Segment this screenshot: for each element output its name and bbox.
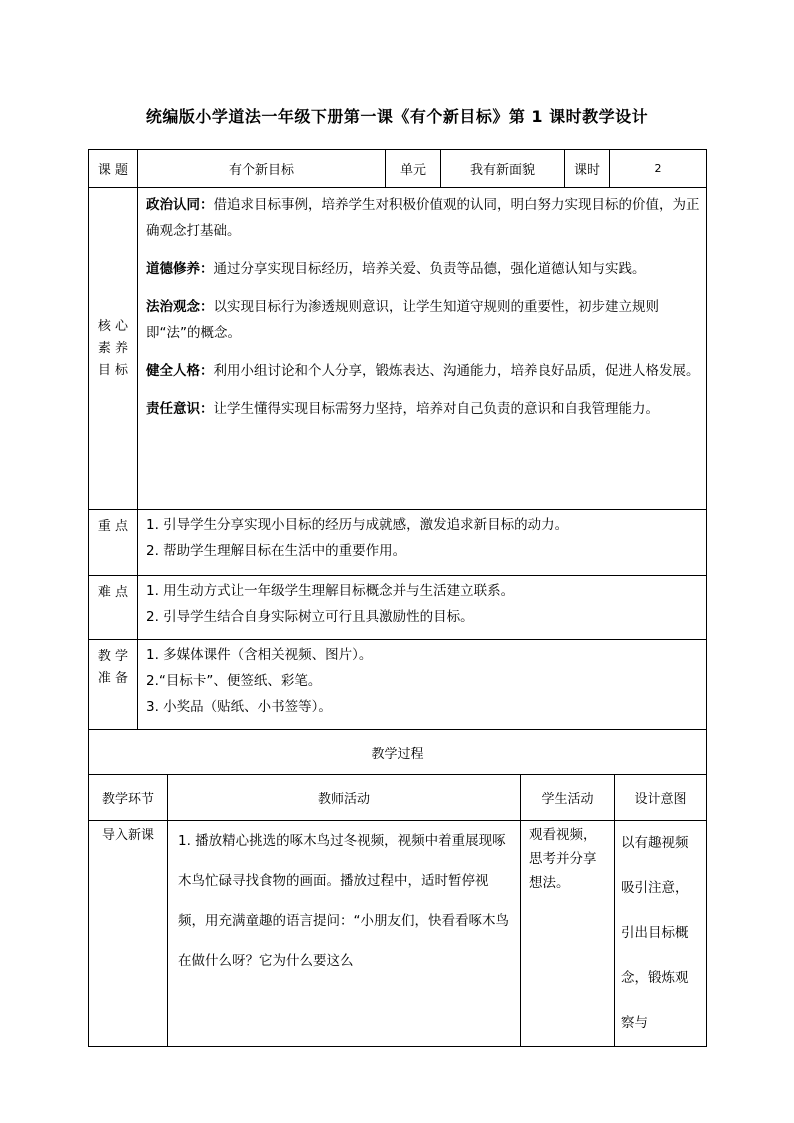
difficult-point-item: 2. 引导学生结合自身实际树立可行且具激励性的目标。 [146,609,474,625]
objective-text: 以实现目标行为渗透规则意识，让学生知道守规则的重要性，初步建立规则即“法”的概念。 [146,299,659,341]
prep-label-line: 教 学 [97,649,129,664]
objective-head: 责任意识： [146,401,214,417]
objective-item [146,294,700,346]
key-points [138,510,707,576]
process-heading: 教学过程 [89,730,707,775]
core-label-line: 目 标 [97,362,129,378]
prep-label-line: 准 备 [97,671,129,686]
difficult-points-label: 难 点 [89,576,138,640]
student-activity: 观看视频，思考并分享想法。 [521,821,615,1047]
column-header: 学生活动 [521,775,615,821]
difficult-points [138,576,707,640]
objective-item [146,396,700,422]
topic-value: 有个新目标 [138,150,386,188]
design-intent: 以有趣视频吸引注意，引出目标概念，锻炼观察与 [615,821,707,1047]
core-literacy-objectives [138,188,707,510]
key-points-label: 重 点 [89,510,138,576]
prep-item: 1. 多媒体课件（含相关视频、图片）。 [146,647,373,663]
objective-text: 让学生懂得实现目标需努力坚持，培养对自己负责的意识和自我管理能力。 [213,401,659,417]
objective-text: 利用小组讨论和个人分享，锻炼表达、沟通能力，培养良好品质，促进人格发展。 [213,363,700,379]
column-header: 设计意图 [615,775,707,821]
key-point-item: 2. 帮助学生理解目标在生活中的重要作用。 [146,543,407,559]
objective-text: 通过分享实现目标经历，培养关爱、负责等品德，强化道德认知与实践。 [213,261,646,277]
key-point-item: 1. 引导学生分享实现小目标的经历与成就感，激发追求新目标的动力。 [146,517,569,533]
objective-head: 法治观念： [146,299,214,315]
teaching-prep-label [89,640,138,730]
difficult-point-item: 1. 用生动方式让一年级学生理解目标概念并与生活建立联系。 [146,583,515,599]
stage-cell: 导入新课 [89,821,168,1047]
page-title: 统编版小学道法一年级下册第一课《有个新目标》第 1 课时教学设计 [145,107,649,126]
unit-value: 我有新面貌 [441,150,565,188]
objective-head: 政治认同： [146,197,214,213]
period-label: 课时 [565,150,610,188]
objective-head: 道德修养： [146,261,214,277]
objective-item [146,192,700,244]
core-label-line: 核 心 [97,318,129,334]
column-header: 教学环节 [89,775,168,821]
core-literacy-label [89,188,138,510]
core-label-line: 素 养 [97,340,129,356]
prep-item: 2.“目标卡”、便签纸、彩笔。 [146,673,322,689]
prep-item: 3. 小奖品（贴纸、小书签等）。 [146,699,332,715]
period-value: 2 [610,150,707,188]
objective-item [146,256,700,282]
unit-label: 单元 [386,150,441,188]
objective-head: 健全人格： [146,363,214,379]
teacher-activity: 1. 播放精心挑选的啄木鸟过冬视频，视频中着重展现啄木鸟忙碌寻找食物的画面。播放过程中，适时暂停视频，用充满童趣的语言提问：“小朋友们，快看看啄木鸟在做什么呀？它为什么要这么 [168,821,521,1047]
lesson-info-table [88,149,707,730]
column-header: 教师活动 [168,775,521,821]
topic-label: 课 题 [89,150,138,188]
objective-text: 借追求目标事例，培养学生对积极价值观的认同，明白努力实现目标的价值，为正确观念打基础。 [146,197,700,239]
teaching-process-table [88,729,707,1047]
objective-item [146,358,700,384]
teaching-prep [138,640,707,730]
